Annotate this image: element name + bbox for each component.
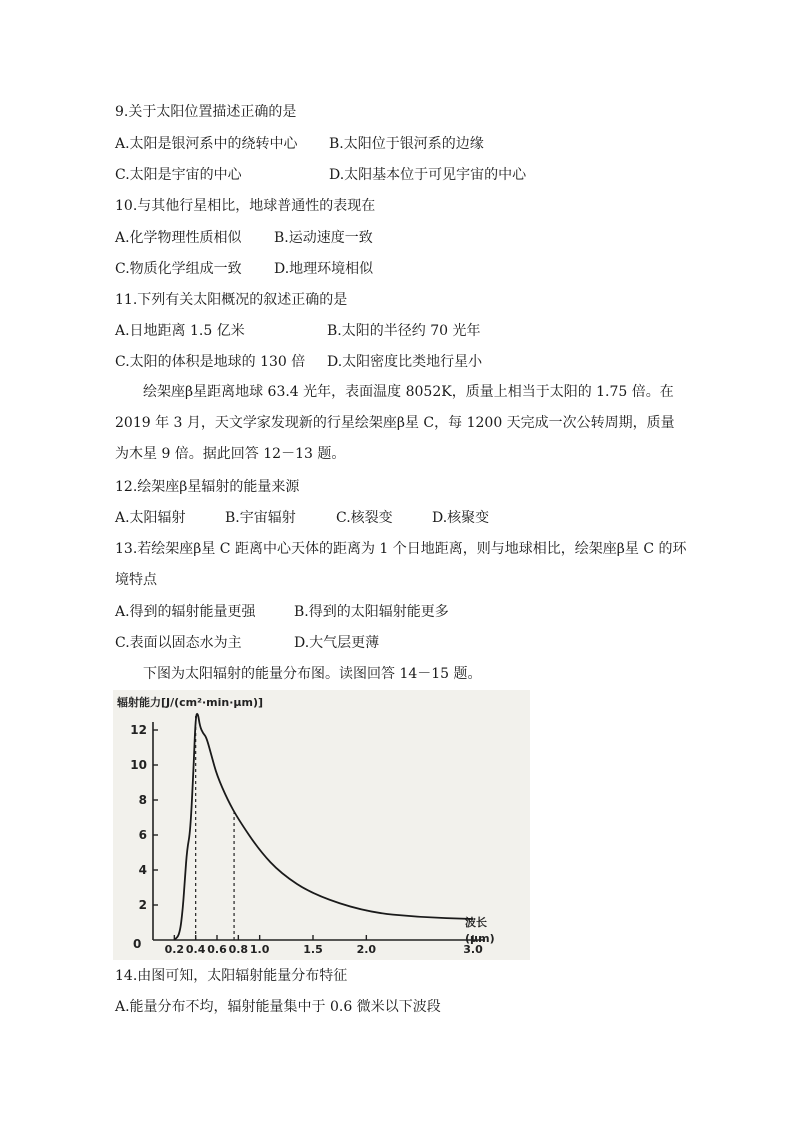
x-tick-label: 0.4 — [185, 943, 206, 956]
x-tick-label: 0.6 — [207, 943, 227, 956]
y-axis-label: 辐射能力[J/(cm²·min·μm)] — [117, 696, 263, 709]
q11-option-a[interactable]: A.日地距离 1.5 亿米 — [115, 323, 245, 339]
q12-option-c[interactable]: C.核裂变 — [336, 510, 393, 526]
q10-option-c[interactable]: C.物质化学组成一致 — [115, 261, 242, 277]
q9-option-a[interactable]: A.太阳是银河系中的绕转中心 — [115, 136, 298, 152]
q9-option-c[interactable]: C.太阳是宇宙的中心 — [115, 167, 242, 183]
q11-stem: 11.下列有关太阳概况的叙述正确的是 — [115, 292, 348, 308]
y-tick-label: 10 — [130, 758, 147, 772]
q14-option-a[interactable]: A.能量分布不均，辐射能量集中于 0.6 微米以下波段 — [115, 999, 441, 1015]
y-tick-label: 6 — [138, 828, 147, 842]
series — [174, 712, 473, 940]
y-tick-label: 12 — [130, 723, 147, 737]
x-tick-label: 0.8 — [228, 943, 249, 956]
x-axis-label: 波长 — [465, 916, 487, 929]
q12-option-d[interactable]: D.核聚变 — [432, 510, 490, 526]
q10-stem: 10.与其他行星相比，地球普通性的表现在 — [115, 198, 376, 214]
passage-beta-pictoris: 绘架座β星距离地球 63.4 光年，表面温度 8052K，质量上相当于太阳的 1.75 倍。在 2019 年 3 月，天文学家发现新的行星绘架座β星 C，每 1200 天完成一次公转周期，质量为木星 9 倍。据此回答 12－13 题。 — [115, 384, 675, 462]
q10-option-d[interactable]: D.地理环境相似 — [274, 261, 374, 277]
passage-figure-intro: 下图为太阳辐射的能量分布图。读图回答 14－15 题。 — [143, 666, 482, 682]
q13-stem-line1: 13.若绘架座β星 C 距离中心天体的距离为 1 个日地距离，则与地球相比，绘架座β星 C 的环 — [115, 541, 687, 557]
q13-option-b[interactable]: B.得到的太阳辐射能更多 — [294, 604, 449, 620]
y-tick-label: 2 — [138, 898, 147, 912]
q11-option-b[interactable]: B.太阳的半径约 70 光年 — [327, 323, 481, 339]
solar-radiation-chart — [113, 690, 530, 960]
y-tick-label: 8 — [138, 793, 147, 807]
origin-label: 0 — [133, 937, 142, 951]
x-axis-unit: (μm) — [465, 932, 495, 945]
q12-option-b[interactable]: B.宇宙辐射 — [225, 510, 296, 526]
q10-option-a[interactable]: A.化学物理性质相似 — [115, 230, 242, 246]
q12-option-a[interactable]: A.太阳辐射 — [115, 510, 186, 526]
x-tick-label: 3.0 — [463, 943, 483, 956]
y-tick-label: 4 — [138, 863, 147, 877]
q11-option-d[interactable]: D.太阳密度比类地行星小 — [327, 354, 483, 370]
axes — [153, 722, 485, 940]
x-tick-label: 1.5 — [303, 943, 323, 956]
q13-stem-line2: 境特点 — [115, 572, 157, 588]
q10-option-b[interactable]: B.运动速度一致 — [274, 230, 373, 246]
chart-svg — [113, 690, 530, 960]
q13-option-d[interactable]: D.大气层更薄 — [294, 635, 380, 651]
q9-stem: 9.关于太阳位置描述正确的是 — [115, 104, 297, 120]
q12-stem: 12.绘架座β星辐射的能量来源 — [115, 479, 300, 495]
q9-option-d[interactable]: D.太阳基本位于可见宇宙的中心 — [329, 167, 527, 183]
x-tick-label: 2.0 — [356, 943, 377, 956]
ticks — [130, 723, 483, 956]
dashed-markers — [196, 716, 234, 940]
q14-stem: 14.由图可知，太阳辐射能量分布特征 — [115, 968, 348, 984]
q13-option-a[interactable]: A.得到的辐射能量更强 — [115, 604, 256, 620]
q13-option-c[interactable]: C.表面以固态水为主 — [115, 635, 242, 651]
q9-option-b[interactable]: B.太阳位于银河系的边缘 — [329, 136, 484, 152]
x-tick-label: 1.0 — [249, 943, 270, 956]
q11-option-c[interactable]: C.太阳的体积是地球的 130 倍 — [115, 354, 306, 370]
x-tick-label: 0.2 — [164, 943, 185, 956]
radiation-curve — [174, 714, 473, 940]
